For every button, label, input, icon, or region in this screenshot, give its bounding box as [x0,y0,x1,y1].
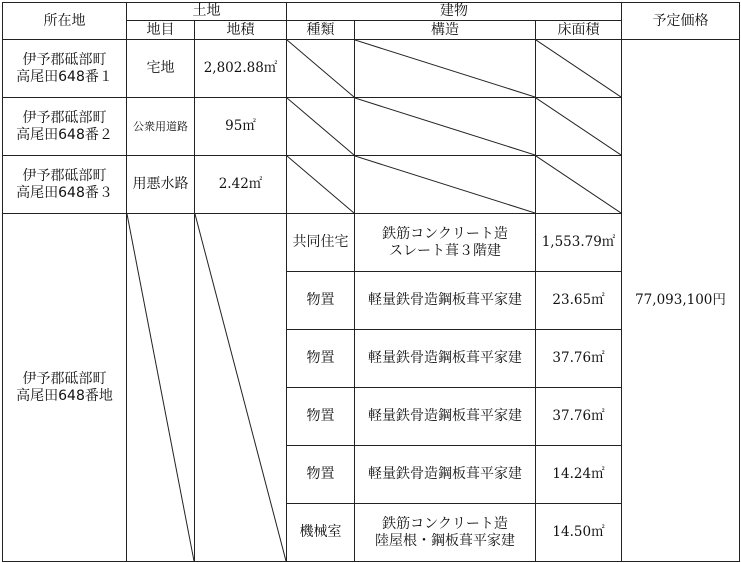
property-table [2,2,740,562]
empty-cell-diagonal [536,156,622,214]
building-floor-area: 23.65㎡ [536,272,622,330]
building-location [3,214,127,562]
header-floor-area: 床面積 [536,21,622,40]
building-type: 機械室 [287,504,355,562]
header-land-area: 地積 [195,21,287,40]
empty-cell-diagonal [355,98,536,156]
empty-cell-diagonal [287,98,355,156]
land-area: 2.42㎡ [195,156,287,214]
land-area: 2,802.88㎡ [195,40,287,98]
building-floor-area: 14.50㎡ [536,504,622,562]
header-price: 予定価格 [622,3,740,40]
structure-line: 鉄筋コンクリート造 [382,515,508,532]
location-line: 高尾田648番地 [16,387,113,404]
building-floor-area: 37.76㎡ [536,388,622,446]
building-type: 物置 [287,330,355,388]
building-type: 物置 [287,388,355,446]
location-line: 高尾田648番２ [16,126,113,143]
empty-cell-diagonal [287,40,355,98]
empty-cell-diagonal [355,40,536,98]
price-value: 77,093,100円 [622,40,740,562]
header-land: 土地 [127,3,287,21]
empty-cell-diagonal [127,214,195,562]
structure-line: 鉄筋コンクリート造 [382,225,508,242]
empty-cell-diagonal [536,40,622,98]
land-location [3,40,127,98]
building-type: 物置 [287,272,355,330]
header-building: 建物 [287,3,622,21]
location-line: 高尾田648番１ [16,68,113,85]
building-floor-area: 37.76㎡ [536,330,622,388]
building-structure: 軽量鉄骨造鋼板葺平家建 [355,388,536,446]
land-area: 95㎡ [195,98,287,156]
header-building-type: 種類 [287,21,355,40]
building-structure: 軽量鉄骨造鋼板葺平家建 [355,446,536,504]
empty-cell-diagonal [195,214,287,562]
land-row [3,40,740,98]
empty-cell-diagonal [536,98,622,156]
land-location [3,156,127,214]
header-location: 所在地 [3,3,127,40]
location-line: 伊予郡砥部町 [22,51,107,68]
location-line: 伊予郡砥部町 [22,167,107,184]
building-type: 共同住宅 [287,214,355,272]
building-floor-area: 1,553.79㎡ [536,214,622,272]
empty-cell-diagonal [355,156,536,214]
location-line: 伊予郡砥部町 [22,370,107,387]
structure-line: 陸屋根・鋼板葺平家建 [375,532,515,549]
building-type: 物置 [287,446,355,504]
land-category: 公衆用道路 [127,98,195,156]
building-structure [355,214,536,272]
land-location [3,98,127,156]
empty-cell-diagonal [287,156,355,214]
building-structure: 軽量鉄骨造鋼板葺平家建 [355,330,536,388]
land-category: 用悪水路 [127,156,195,214]
structure-line: スレート葺３階建 [389,242,501,259]
building-floor-area: 14.24㎡ [536,446,622,504]
building-structure [355,504,536,562]
location-line: 伊予郡砥部町 [22,109,107,126]
header-land-category: 地目 [127,21,195,40]
land-category: 宅地 [127,40,195,98]
location-line: 高尾田648番３ [16,184,113,201]
header-structure: 構造 [355,21,536,40]
building-structure: 軽量鉄骨造鋼板葺平家建 [355,272,536,330]
